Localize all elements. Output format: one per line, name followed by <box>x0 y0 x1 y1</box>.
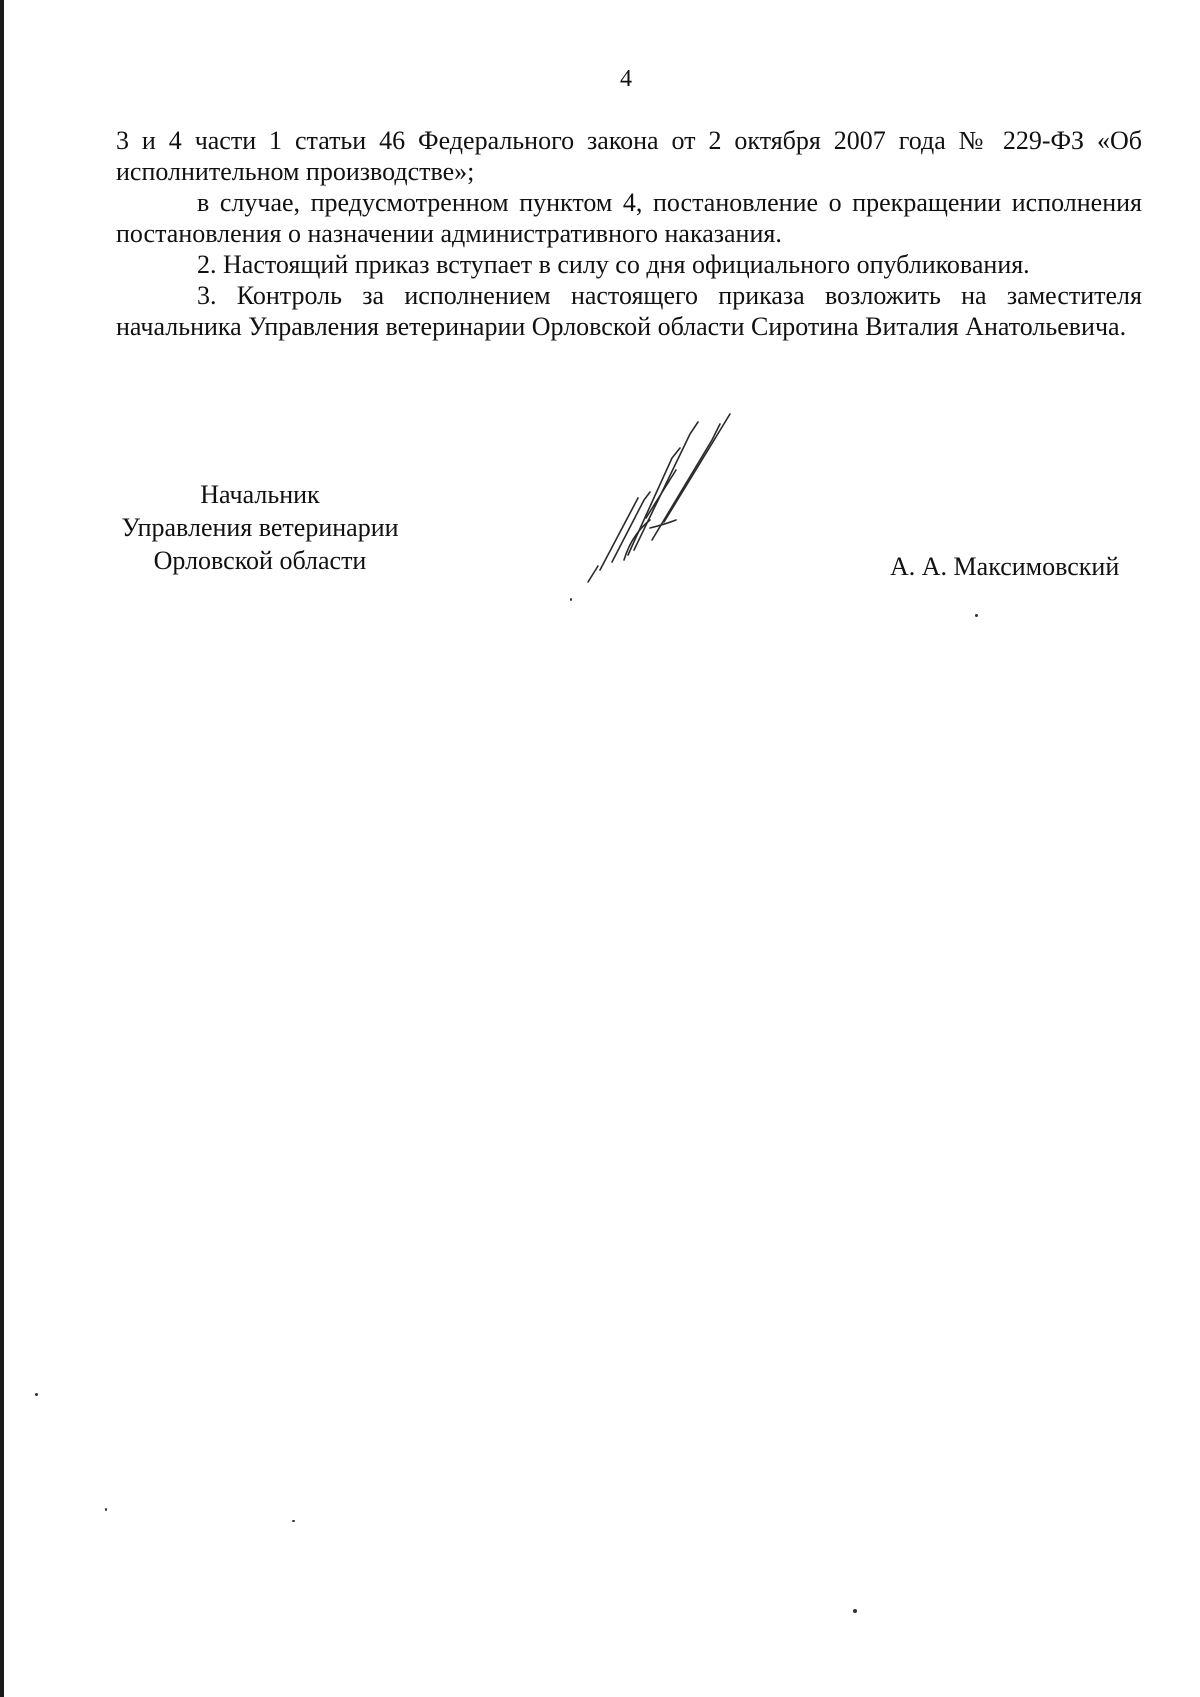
page-number: 4 <box>620 66 632 92</box>
position-line-3: Орловской области <box>153 546 367 575</box>
paragraph-continuation: 3 и 4 части 1 статьи 46 Федерального закона от 2 октября 2007 года № 229-ФЗ «Об исполнительном производстве»; <box>116 126 1142 186</box>
scan-speck <box>570 598 572 601</box>
paragraph-case-4: в случае, предусмотренном пунктом 4, постановление о прекращении исполнения постановления о назначении административного наказания. <box>116 188 1142 248</box>
scan-speck <box>853 1609 857 1613</box>
scan-speck <box>975 614 978 617</box>
scan-speck <box>292 1520 295 1522</box>
paragraph-item-2: 2. Настоящий приказ вступает в силу со дня официального опубликования. <box>197 250 1030 279</box>
position-line-1: Начальник <box>200 480 320 509</box>
scan-speck <box>35 1393 38 1396</box>
scan-edge <box>0 0 4 1697</box>
signatory-position <box>105 478 415 577</box>
position-line-2: Управления ветеринарии <box>121 513 399 542</box>
handwritten-signature <box>580 400 780 600</box>
paragraph-item-3: 3. Контроль за исполнением настоящего приказа возложить на заместителя начальника Управления ветеринарии Орловской области Сиротина Виталия Анатольевича. <box>116 281 1142 341</box>
document-body <box>116 125 1142 342</box>
scan-speck <box>105 1508 107 1511</box>
signer-name: А. А. Максимовский <box>890 552 1120 581</box>
